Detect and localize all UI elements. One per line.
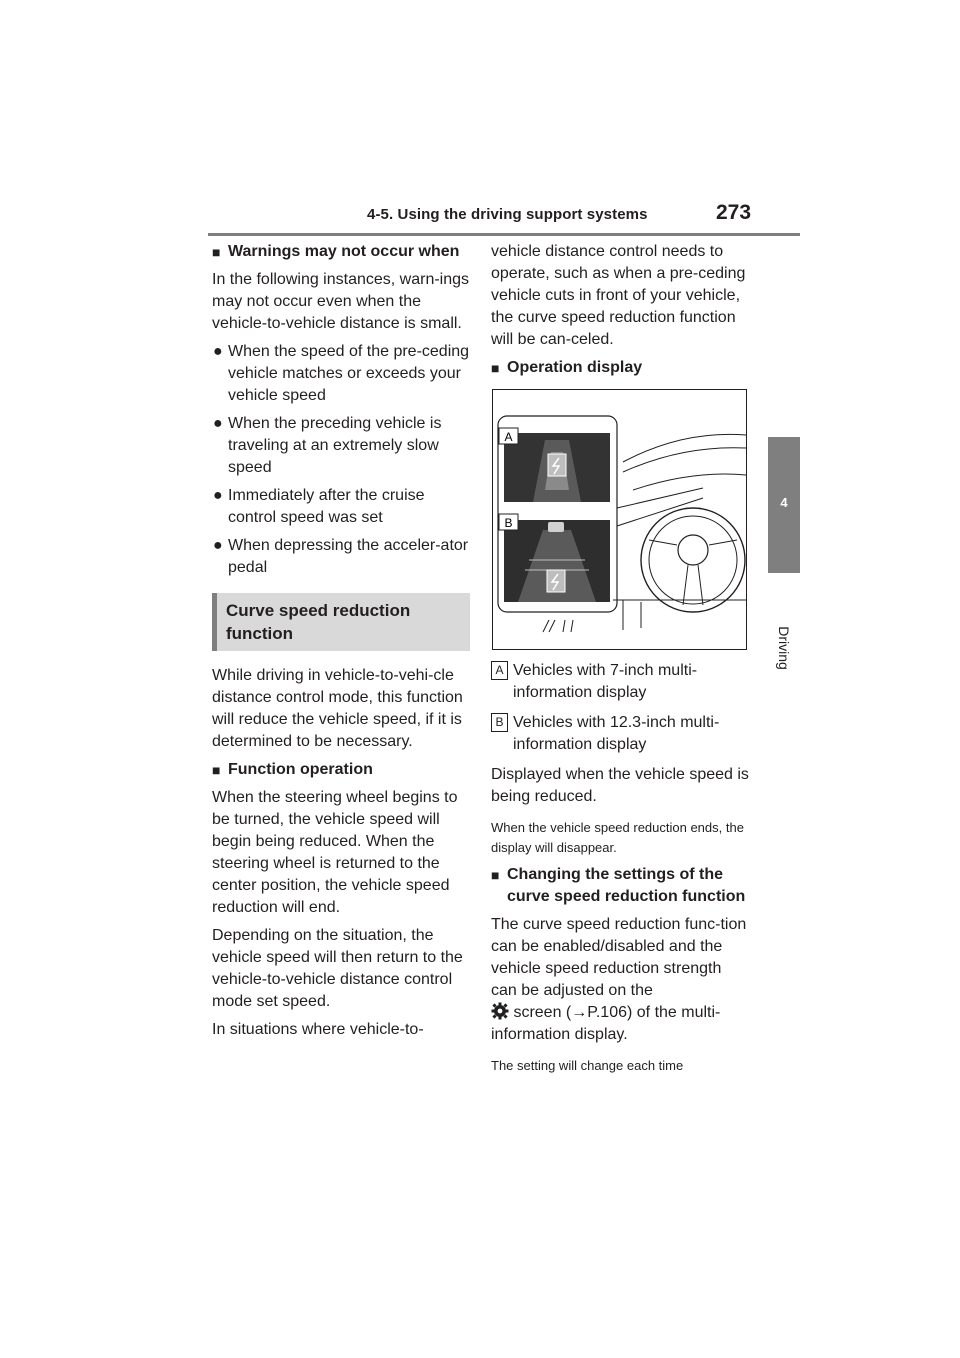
list-item: ● Immediately after the cruise control speed was set [213,487,425,526]
small-note: When the vehicle speed reduction ends, the display will disappear. [491,820,744,855]
continuation-paragraph: vehicle distance control needs to operate, such as when a pre-ceding vehicle cuts in front of your vehicle, the curve speed reduction function will be can-celed. [491,243,746,348]
left-column [212,241,470,1047]
section-heading: Curve speed reduction function [212,593,470,651]
settings-heading: ■ Changing the settings of the curve speed reduction function [491,866,746,905]
square-bullet-icon: ■ [491,360,500,376]
bullet-dot-icon: ● [213,537,223,554]
operation-display-illustration [492,389,747,650]
list-item: ● When the preceding vehicle is traveling at an extremely slow speed [213,415,442,476]
list-item: ● When depressing the acceler-ator pedal [213,537,469,576]
display-heading: ■ Operation display [491,357,749,379]
label-item-b: B Vehicles with 12.3-inch multi-information display [491,712,749,756]
arrow-right-icon: → [571,1004,588,1021]
bullet-dot-icon: ● [213,487,223,504]
displayed-text: Displayed when the vehicle speed is being reduced. [491,766,749,805]
function-paragraph: In situations where vehicle-to- [212,1021,424,1038]
chapter-label: Driving [776,626,792,670]
settings-text: The curve speed reduction func-tion can be enabled/disabled and the vehicle speed reduction strength can be adjusted on the screen (→P.106) of the multi-information display. [491,916,747,1043]
function-paragraph: When the steering wheel begins to be turned, the vehicle speed will begin being reduced. When the steering wheel is returned to the center position, the vehicle speed reduction will end. [212,789,458,916]
function-paragraph: Depending on the situation, the vehicle speed will then return to the vehicle-to-vehicle distance control mode set speed. [212,927,463,1010]
right-column [491,241,749,1082]
illus-label-b: B [504,516,513,530]
dashboard-illustration [493,390,746,649]
list-item: ● When the speed of the pre-ceding vehicle matches or exceeds your vehicle speed [213,343,470,404]
small-note: The setting will change each time [491,1058,684,1073]
chapter-number: 4 [780,495,788,510]
warnings-heading: ■ Warnings may not occur when [212,241,470,263]
header-rule [208,233,800,236]
bullet-dot-icon: ● [213,415,223,432]
square-bullet-icon: ■ [491,867,500,883]
square-bullet-icon: ■ [212,244,221,260]
label-box-b: B [491,713,508,732]
page-number: 273 [716,201,752,224]
section-intro: While driving in vehicle-to-vehi-cle distance control mode, this function will reduce the vehicle speed, if it is determined to be necessary. [212,667,463,750]
gear-icon [491,1002,509,1020]
square-bullet-icon: ■ [212,762,221,778]
function-heading: ■ Function operation [212,759,470,781]
illus-label-a: A [504,430,513,444]
warnings-intro: In the following instances, warn-ings may not occur even when the vehicle-to-vehicle distance is small. [212,271,470,332]
label-item-a: A Vehicles with 7-inch multi-information display [491,660,749,704]
bullet-dot-icon: ● [213,343,223,360]
chapter-label-wrap [772,618,796,678]
label-box-a: A [491,661,508,680]
section-title: 4-5. Using the driving support systems [367,206,648,223]
